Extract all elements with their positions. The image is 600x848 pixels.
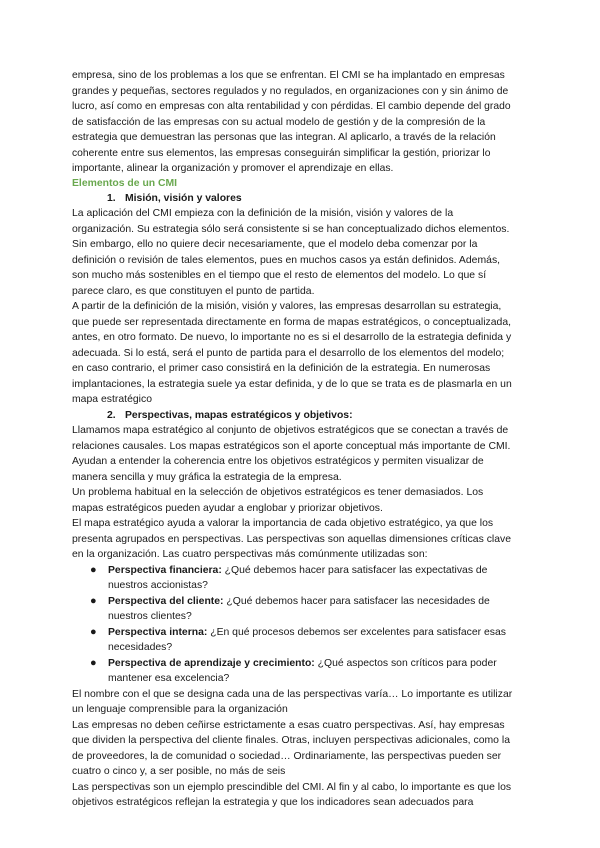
heading-2-number: 2. — [107, 409, 116, 421]
numbered-heading-1 — [107, 191, 516, 207]
section-1-paragraph-1: La aplicación del CMI empieza con la definición de la misión, visión y valores de la organización. Su estrategia sólo será consistente si se han conceptualizado dichos elementos. Sin embargo, ello no quiere decir necesariamente, que el modelo deba comenzar por la definición o revisión de tales elementos, pues en muchos casos ya están definidos. Además, son mucho más sostenibles en el tiempo que el resto de elementos del modelo. Lo que sí parece claro, es que constituyen el punto de partida. — [72, 208, 510, 297]
list-item — [72, 594, 516, 625]
section-heading: Elementos de un CMI — [72, 177, 178, 189]
closing-paragraph-3: Las perspectivas son un ejemplo prescindible del CMI. Al fin y al cabo, lo importante es que los objetivos estratégicos reflejan la estrategia y que los indicadores sean adecuados para — [72, 781, 512, 808]
heading-2-title: Perspectivas, mapas estratégicos y objetivos: — [125, 409, 353, 421]
list-item-label: Perspectiva de aprendizaje y crecimiento: — [108, 657, 315, 669]
heading-1-number: 1. — [107, 192, 116, 204]
list-item-text: ¿Qué debemos hacer para satisfacer las expectativas de nuestros accionistas? — [108, 564, 488, 591]
section-2-paragraph-1: Llamamos mapa estratégico al conjunto de objetivos estratégicos que se conectan a través de relaciones causales. Los mapas estratégicos son el aporte conceptual más importante de CMI. Ayudan a entender la coherencia entre los objetivos estratégicos y permiten visualizar de manera sencilla y muy gráfica la estrategia de la empresa. — [72, 425, 511, 483]
intro-paragraph: empresa, sino de los problemas a los que se enfrentan. El CMI se ha implantado en empresas grandes y pequeñas, sectores regulados y no regulados, en organizaciones con y sin ánimo de lucro, así como en empresas con alta rentabilidad y con pérdidas. El cambio depende del grado de satisfacción de las empresas con su actual modelo de gestión y de la compresión de la estrategia que demuestran las personas que las integran. Al aplicarlo, a través de la relación coherente entre sus elementos, las empresas conseguirán simplificar la gestión, priorizar lo importante, alinear la organización y promover el aprendizaje en ellas. — [72, 70, 511, 174]
list-item — [72, 625, 516, 656]
perspectives-list — [72, 563, 516, 687]
bullet-icon: ● — [90, 594, 97, 607]
list-item-text: ¿En qué procesos debemos ser excelentes para satisfacer esas necesidades? — [108, 626, 506, 653]
closing-paragraph-1: El nombre con el que se designa cada una de las perspectivas varía… Lo importante es utilizar un lenguaje comprensible para la organización — [72, 688, 513, 715]
bullet-icon: ● — [90, 625, 97, 638]
section-2-paragraph-2: Un problema habitual en la selección de objetivos estratégicos es tener demasiados. Los mapas estratégicos pueden ayudar a englobar y priorizar objetivos. — [72, 487, 484, 514]
list-item — [72, 563, 516, 594]
heading-1-title: Misión, visión y valores — [125, 192, 242, 204]
numbered-heading-2 — [107, 408, 516, 424]
list-item-label: Perspectiva interna: — [108, 626, 208, 638]
bullet-icon: ● — [90, 656, 97, 669]
bullet-icon: ● — [90, 563, 97, 576]
section-1-paragraph-2: A partir de la definición de la misión, visión y valores, las empresas desarrollan su estrategia, que puede ser representada directamente en forma de mapas estratégicos, o conceptualizada, antes, en otro formato. De nuevo, lo importante no es si el desarrollo de la estrategia definida y adecuada. Si lo está, será el punto de partida para el desarrollo de los elementos del modelo; en caso contrario, el primer caso consistirá en la definición de la estrategia. En numerosas implantaciones, la estrategia suele ya estar definida, y de lo que se trata es de plasmarla en un mapa estratégico — [72, 301, 512, 405]
list-item-text: ¿Qué debemos hacer para satisfacer las necesidades de nuestros clientes? — [108, 595, 490, 622]
list-item-label: Perspectiva del cliente: — [108, 595, 224, 607]
closing-paragraph-2: Las empresas no deben ceñirse estrictamente a esas cuatro perspectivas. Así, hay empresas que dividen la perspectiva del cliente finales. Otras, incluyen perspectivas adicionales, como la de proveedores, la de comunidad o sociedad… Ordinariamente, las perspectivas pueden ser cuatro o cinco y, a ser posible, no más de seis — [72, 719, 511, 777]
section-2-paragraph-3: El mapa estratégico ayuda a valorar la importancia de cada objetivo estratégico, ya que los presenta agrupados en perspectivas. Las perspectivas son aquellas dimensiones críticas clave en la organización. Las cuatro perspectivas más comúnmente utilizadas son: — [72, 518, 512, 560]
list-item-text: ¿Qué aspectos son críticos para poder mantener esa excelencia? — [108, 657, 497, 684]
list-item — [72, 656, 516, 687]
list-item-label: Perspectiva financiera: — [108, 564, 222, 576]
